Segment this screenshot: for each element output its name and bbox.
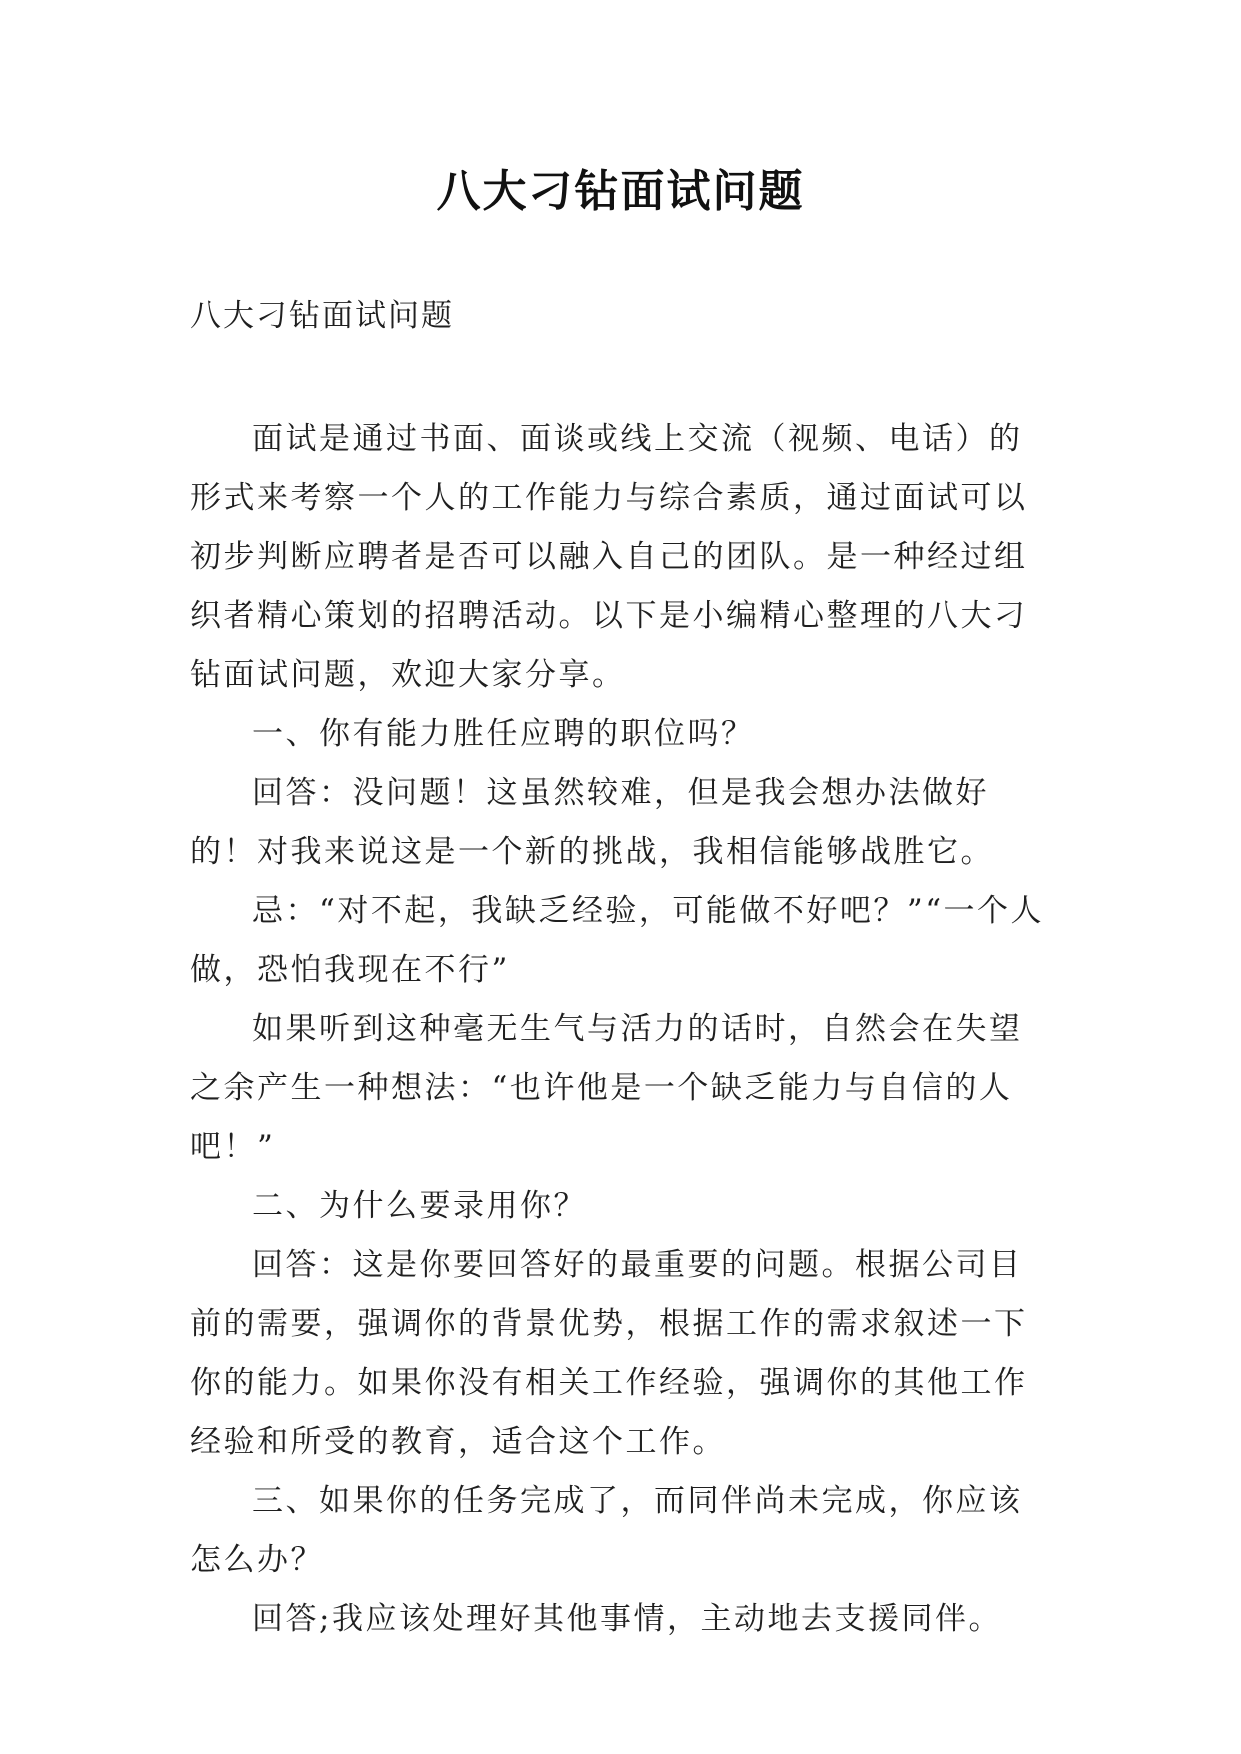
document-body: [190, 410, 1050, 1649]
paragraph-intro: 面试是通过书面、面谈或线上交流（视频、电话）的形式来考察一个人的工作能力与综合素质，通过面试可以初步判断应聘者是否可以融入自己的团队。是一种经过组织者精心策划的招聘活动。以下是小编精心整理的八大刁钻面试问题，欢迎大家分享。: [190, 421, 1028, 693]
paragraph-question-2: 二、为什么要录用你？: [252, 1188, 587, 1224]
paragraph-note-1: 如果听到这种毫无生气与活力的话时，自然会在失望之余产生一种想法：“也许他是一个缺乏能力与自信的人吧！”: [190, 1011, 1023, 1165]
document-subtitle: 八大刁钻面试问题: [190, 298, 454, 334]
paragraph-answer-2: 回答：这是你要回答好的最重要的问题。根据公司目前的需要，强调你的背景优势，根据工作的需求叙述一下你的能力。如果你没有相关工作经验，强调你的其他工作经验和所受的教育，适合这个工作。: [190, 1247, 1028, 1460]
paragraph-question-1: 一、你有能力胜任应聘的职位吗？: [252, 716, 755, 752]
paragraph-answer-3: 回答;我应该处理好其他事情，主动地去支援同伴。: [252, 1601, 1002, 1637]
paragraph-answer-1: 回答：没问题！这虽然较难，但是我会想办法做好的！对我来说这是一个新的挑战，我相信能够战胜它。: [190, 775, 994, 870]
paragraph-question-3: 三、如果你的任务完成了，而同伴尚未完成，你应该怎么办？: [190, 1483, 1023, 1578]
document-title: 八大刁钻面试问题: [436, 166, 805, 217]
paragraph-avoid-1: 忌：“对不起，我缺乏经验，可能做不好吧？”“一个人做，恐怕我现在不行”: [190, 893, 1045, 988]
